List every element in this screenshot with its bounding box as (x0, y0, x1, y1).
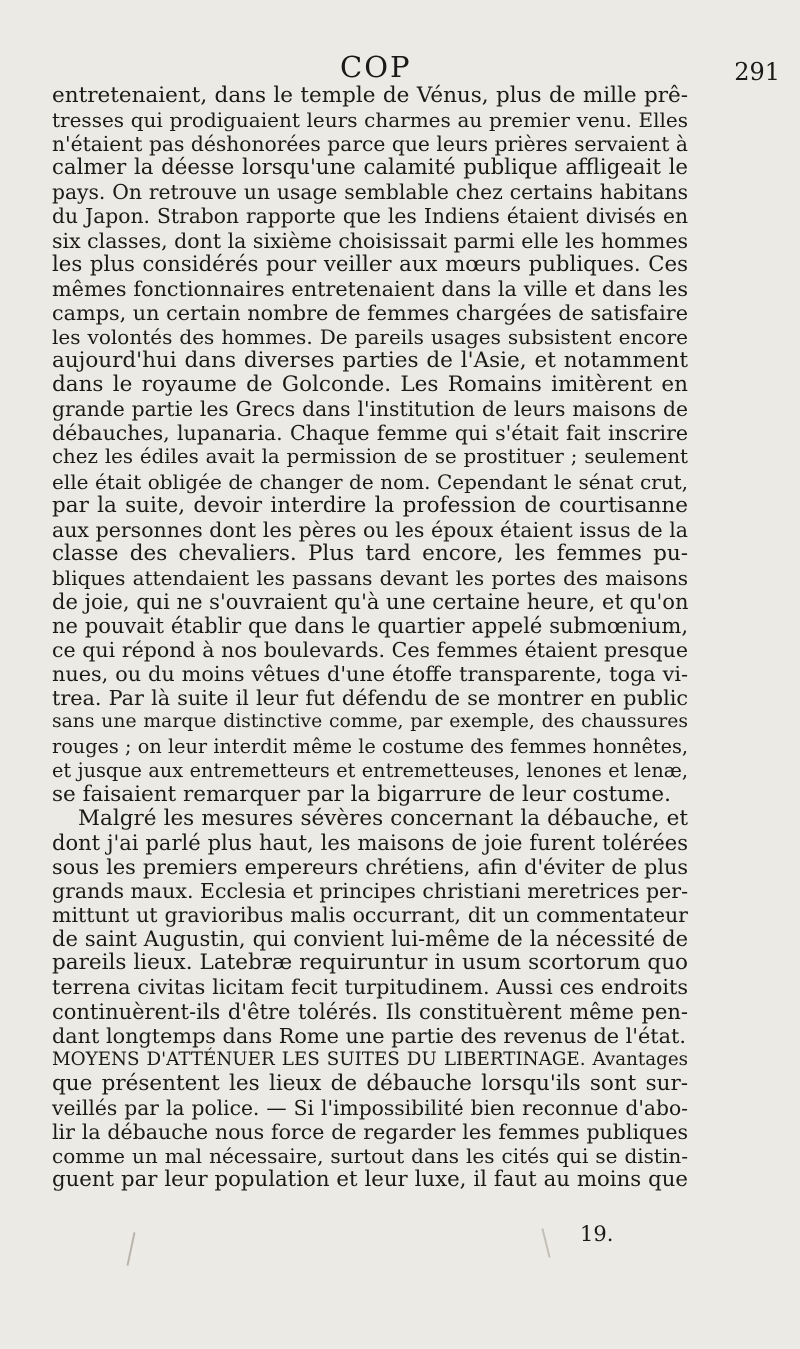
text-line: sous les premiers empereurs chrétiens, afin d'éviter de plus (52, 855, 688, 879)
text-line: elle était obligée de changer de nom. Cependant le sénat crut, (52, 469, 688, 494)
body-text (52, 84, 688, 1192)
text-line: lir la débauche nous force de regarder les femmes publiques (52, 1120, 688, 1145)
text-line: débauches, lupanaria. Chaque femme qui s'était fait inscrire (52, 421, 688, 446)
text-line: aux personnes dont les pères ou les époux étaient issus de la (52, 517, 688, 542)
text-line: pareils lieux. Latebræ requiruntur in usum scortorum quo (52, 950, 688, 976)
text-line: guent par leur population et leur luxe, il faut au moins que (52, 1167, 688, 1193)
paper-mark (126, 1232, 135, 1266)
text-line: se faisaient remarquer par la bigarrure de leur costume. (52, 781, 671, 807)
paper-mark (541, 1228, 550, 1258)
text-line: grande partie les Grecs dans l'institution de leurs maisons de (52, 397, 688, 422)
text-line: les volontés des hommes. De pareils usages subsistent encore (52, 324, 688, 349)
text-line: mittunt ut gravioribus malis occurrant, dit un commentateur (52, 903, 688, 928)
text-line: dant longtemps dans Rome une partie des revenus de l'état. (52, 1023, 686, 1048)
text-line: que présentent les lieux de débauche lorsqu'ils sont sur- (52, 1070, 688, 1096)
text-line: de joie, qui ne s'ouvraient qu'à une certaine heure, et qu'on (52, 589, 689, 614)
signature-mark: 19. (580, 1222, 614, 1246)
text-line: rouges ; on leur interdit même le costume des femmes honnêtes, (52, 734, 688, 758)
text-line: classe des chevaliers. Plus tard encore, les femmes pu- (52, 540, 688, 566)
text-line: tresses qui prodiguaient leurs charmes au premier venu. Elles (52, 108, 688, 133)
text-line: veillés par la police. — Si l'impossibilité bien reconnue d'abo- (52, 1095, 688, 1120)
text-line: n'étaient pas déshonorées parce que leurs prières servaient à (52, 132, 688, 157)
text-line: trea. Par là suite il leur fut défendu de se montrer en public (52, 686, 688, 711)
text-line: entretenaient, dans le temple de Vénus, plus de mille prê- (52, 83, 688, 108)
text-line: Malgré les mesures sévères concernant la débauche, et (78, 805, 688, 831)
text-line: comme un mal nécessaire, surtout dans les cités qui se distin- (52, 1144, 688, 1169)
text-line: bliques attendaient les passans devant les portes des maisons (52, 565, 688, 590)
text-line: sans une marque distinctive comme, par exemple, des chaussures (52, 711, 688, 733)
text-line: par la suite, devoir interdire la profession de courtisanne (52, 492, 688, 518)
text-line: aujourd'hui dans diverses parties de l'Asie, et notamment (52, 348, 688, 374)
text-line: terrena civitas licitam fecit turpitudinem. Aussi ces endroits (52, 975, 688, 1000)
text-line: du Japon. Strabon rapporte que les Indiens étaient divisés en (52, 204, 688, 229)
text-line: dont j'ai parlé plus haut, les maisons de joie furent tolérées (52, 830, 688, 855)
text-line: six classes, dont la sixième choisissait parmi elle les hommes (52, 228, 688, 253)
text-line: les plus considérés pour veiller aux mœurs publiques. Ces (52, 251, 688, 277)
paragraph-1 (52, 84, 688, 807)
text-line: camps, un certain nombre de femmes chargées de satisfaire (52, 300, 688, 325)
page-number: 291 (734, 58, 780, 86)
text-line: dans le royaume de Golconde. Les Romains imitèrent en (52, 372, 688, 398)
text-line: nues, ou du moins vêtues d'une étoffe transparente, toga vi- (52, 662, 688, 687)
text-line: ne pouvait établir que dans le quartier appelé submœnium, (52, 614, 688, 639)
text-line: pays. On retrouve un usage semblable chez certains habitans (52, 180, 688, 205)
paragraph-2 (52, 807, 688, 1048)
section-heading-line: MOYENS D'ATTÉNUER LES SUITES DU LIBERTINAGE. Avantages (52, 1048, 688, 1070)
text-line: de saint Augustin, qui convient lui-même de la nécessité de (52, 927, 688, 952)
text-line: et jusque aux entremetteurs et entremetteuses, lenones et lenæ, (52, 758, 688, 782)
text-line: grands maux. Ecclesia et principes christiani meretrices per- (52, 879, 688, 904)
page-header-title: COP (340, 50, 412, 84)
paragraph-3 (52, 1048, 688, 1193)
text-line: mêmes fonctionnaires entretenaient dans la ville et dans les (52, 276, 688, 301)
text-line: chez les édiles avait la permission de se prostituer ; seulement (52, 445, 688, 469)
text-line: calmer la déesse lorsqu'une calamité publique affligeait le (52, 155, 688, 181)
text-line: ce qui répond à nos boulevards. Ces femmes étaient presque (52, 638, 688, 663)
text-line: continuèrent-ils d'être tolérés. Ils constituèrent même pen- (52, 999, 688, 1024)
